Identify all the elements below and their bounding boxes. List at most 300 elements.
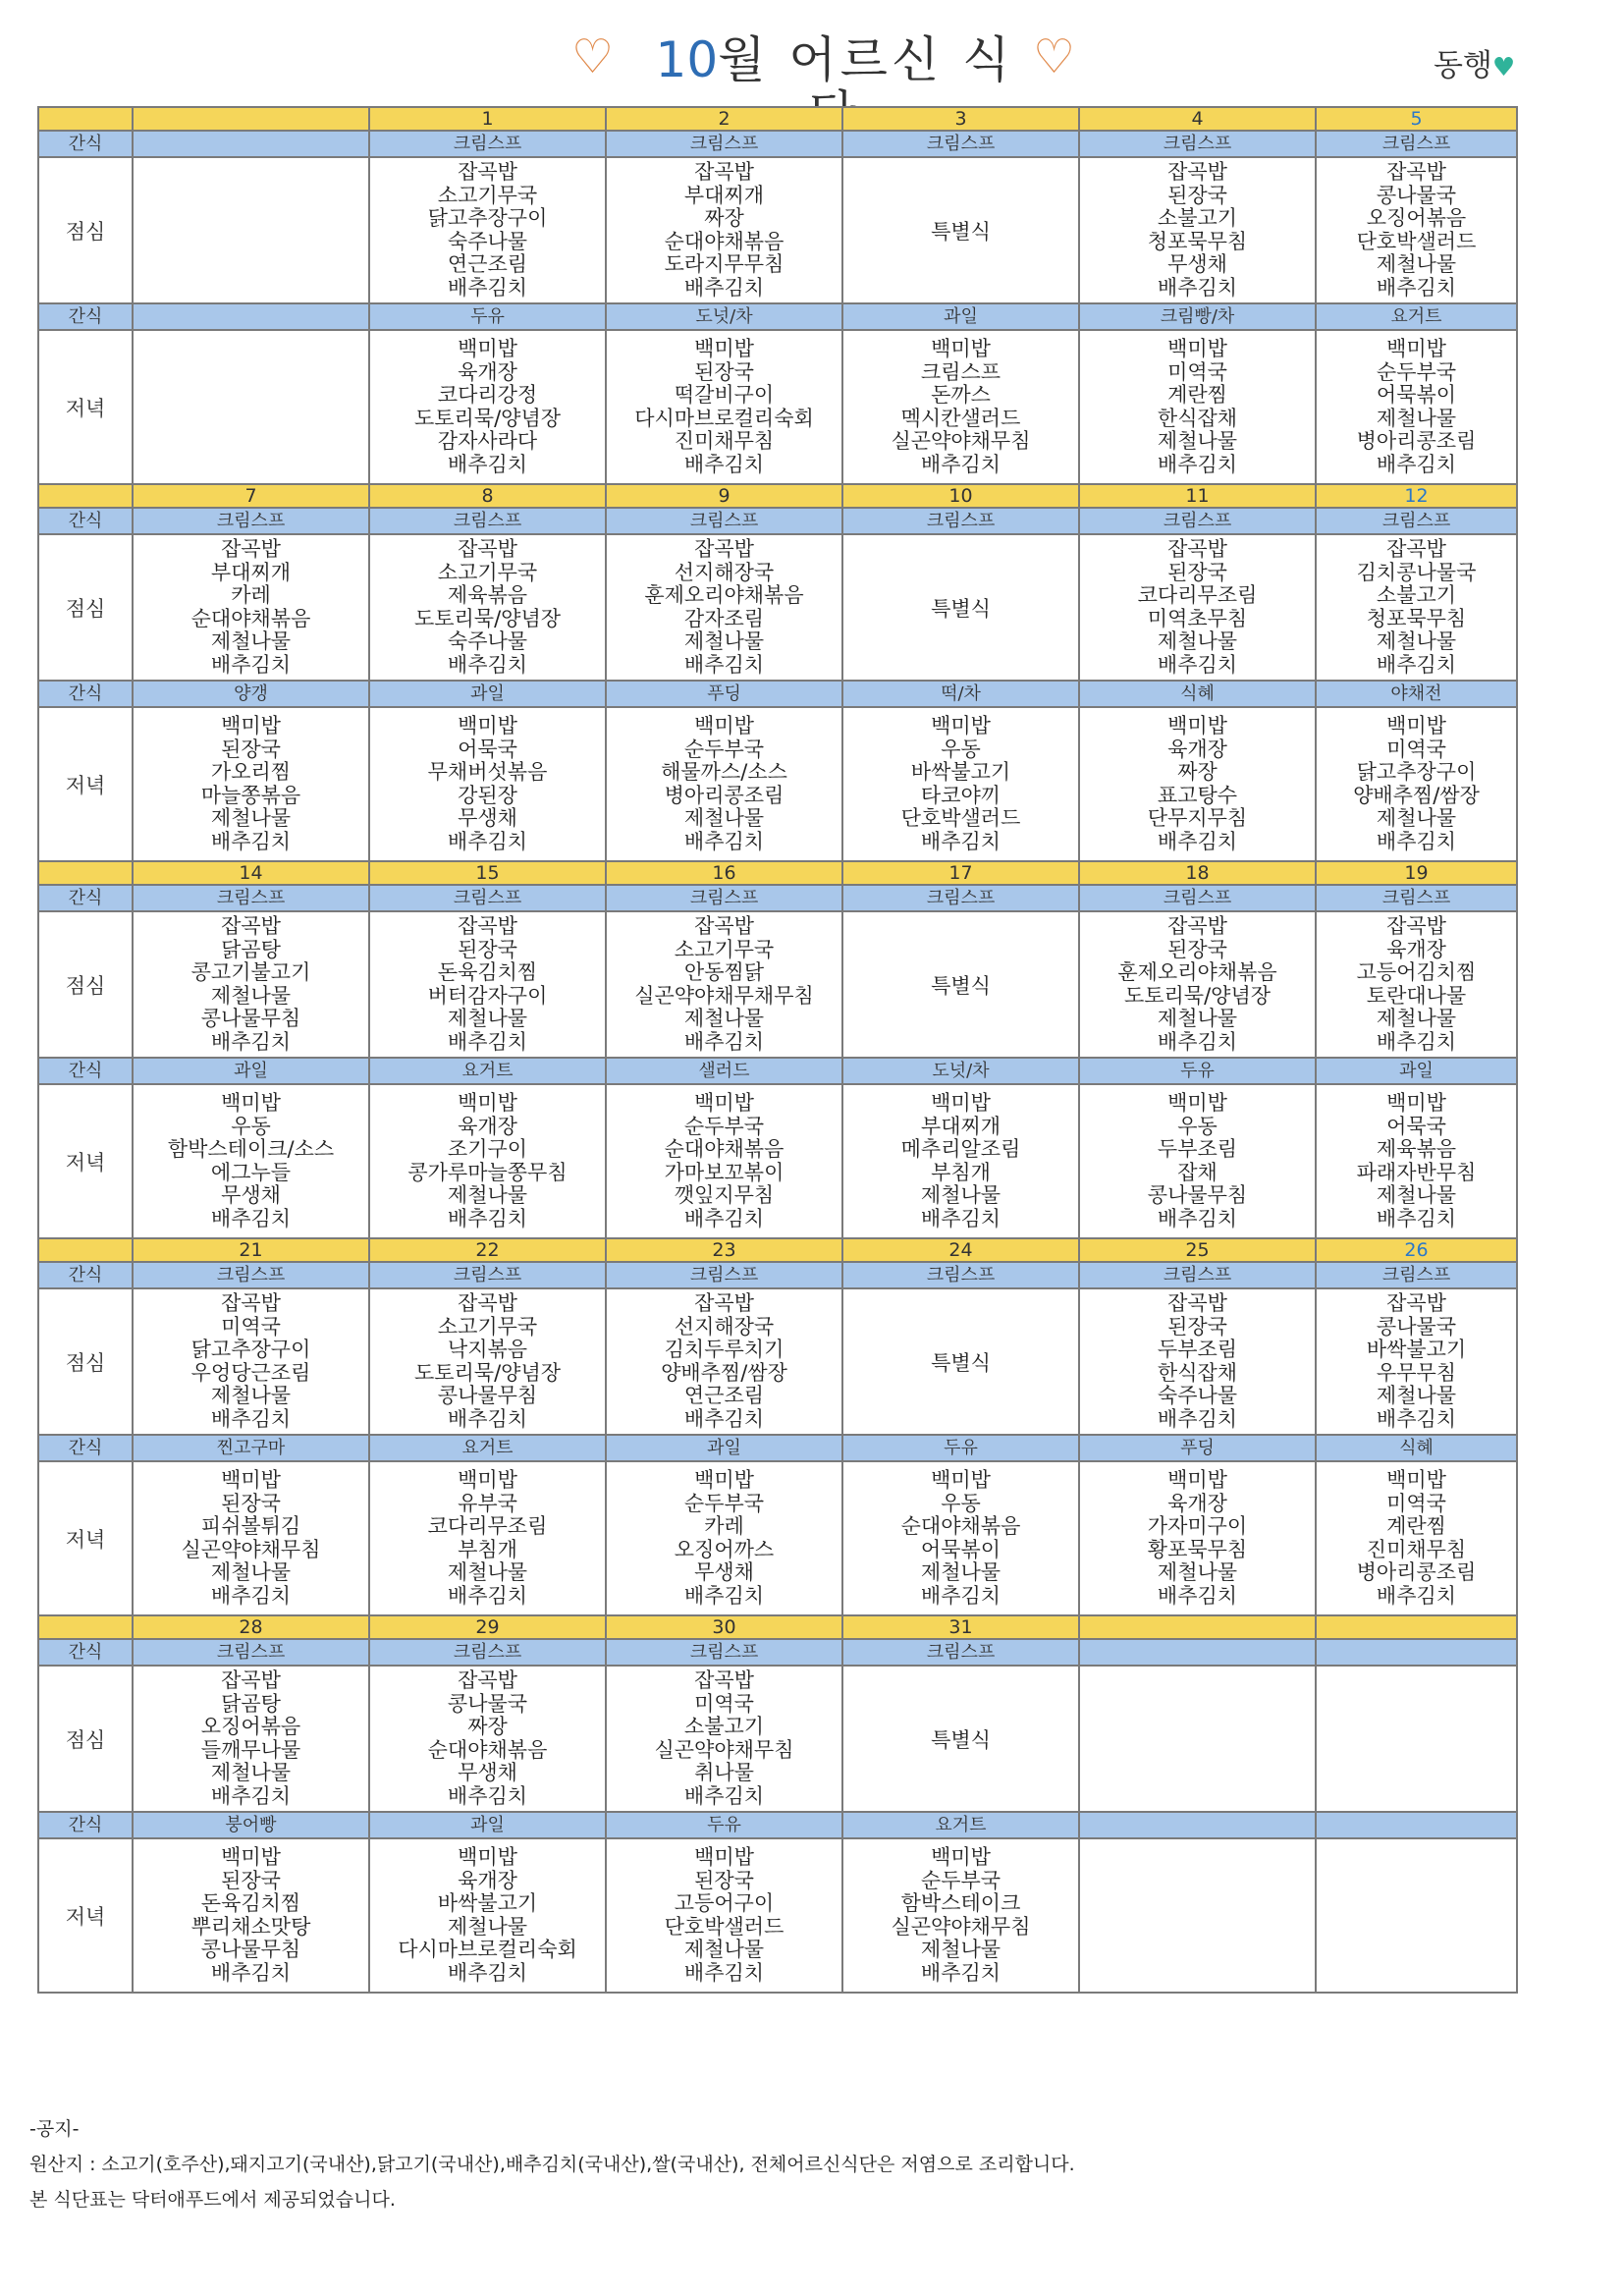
menu-item: 병아리콩조림 xyxy=(664,783,785,807)
date-cell: 15 xyxy=(369,861,606,885)
date-cell: 1 xyxy=(369,107,606,131)
menu-item: 배추김치 xyxy=(683,829,765,853)
menu-item: 제육볶음 xyxy=(1376,1137,1457,1161)
menu-item: 에그누들 xyxy=(210,1160,292,1184)
menu-item: 연근조림 xyxy=(447,252,528,276)
menu-item: 청포묵무침 xyxy=(1147,229,1248,253)
menu-item: 제철나물 xyxy=(447,1007,528,1030)
dinner-cell xyxy=(606,707,842,861)
date-row xyxy=(38,107,1517,131)
menu-item: 감자사라다 xyxy=(437,429,538,453)
notice-origin: 원산지 : 소고기(호주산),돼지고기(국내산),닭고기(국내산),배추김치(국내산),쌀(국내산), 전체어르신식단은 저염으로 조리합니다. xyxy=(29,2154,1075,2175)
menu-item: 선지해장국 xyxy=(674,1314,775,1339)
menu-item: 어묵국 xyxy=(1386,1114,1446,1138)
lunch-row xyxy=(38,911,1517,1058)
am-snack-cell: 크림스프 xyxy=(369,1639,606,1666)
lunch-cell xyxy=(369,157,606,303)
menu-item: 소고기무국 xyxy=(437,183,538,207)
pm-snack-cell xyxy=(1316,1812,1517,1838)
dinner-cell xyxy=(606,1461,842,1615)
menu-item: 콩고기불고기 xyxy=(190,960,311,984)
menu-item: 배추김치 xyxy=(447,1029,528,1054)
menu-item: 단호박샐러드 xyxy=(1356,229,1477,253)
menu-item: 무채버섯볶음 xyxy=(427,760,548,784)
lunch-cell xyxy=(606,1666,842,1812)
lunch-cell xyxy=(369,1288,606,1435)
menu-item: 황포묵무침 xyxy=(1147,1537,1248,1561)
menu-item: 제철나물 xyxy=(1157,429,1238,453)
menu-item: 바싹불고기 xyxy=(1366,1338,1467,1361)
menu-item: 백미밥 xyxy=(221,1845,281,1869)
menu-item: 무생채 xyxy=(458,1761,517,1784)
date-cell: 25 xyxy=(1079,1238,1316,1262)
am-snack-cell: 크림스프 xyxy=(133,508,369,534)
menu-item: 백미밥 xyxy=(221,1091,281,1115)
menu-item: 배추김치 xyxy=(1376,275,1457,300)
menu-item: 미역국 xyxy=(221,1314,281,1339)
menu-item: 제철나물 xyxy=(210,1560,292,1584)
am-snack-row xyxy=(38,508,1517,534)
meal-plan-table xyxy=(37,106,1518,1994)
am-snack-cell xyxy=(1316,1639,1517,1666)
menu-item: 된장국 xyxy=(458,937,517,961)
menu-item: 단호박샐러드 xyxy=(664,1914,785,1939)
title-month-number: 10 xyxy=(655,31,719,88)
dinner-cell xyxy=(369,1084,606,1238)
menu-item: 배추김치 xyxy=(447,275,528,300)
menu-item: 제철나물 xyxy=(683,806,765,830)
menu-item: 도토리묵/양념장 xyxy=(1123,983,1272,1008)
menu-item: 잡곡밥 xyxy=(221,537,281,561)
date-row xyxy=(38,1615,1517,1639)
am-snack-row xyxy=(38,131,1517,157)
dinner-cell xyxy=(1316,330,1517,484)
menu-item: 제철나물 xyxy=(1376,1007,1457,1030)
menu-item: 잡곡밥 xyxy=(458,914,517,938)
menu-item: 두부조림 xyxy=(1157,1338,1238,1361)
menu-item: 배추김치 xyxy=(1376,652,1457,677)
menu-item: 바싹불고기 xyxy=(910,760,1011,784)
menu-item: 육개장 xyxy=(1386,937,1446,961)
pm-snack-cell: 과일 xyxy=(606,1435,842,1461)
menu-item: 닭고추장구이 xyxy=(427,206,548,230)
am-snack-cell: 크림스프 xyxy=(606,885,842,911)
menu-item: 연근조림 xyxy=(683,1384,765,1407)
am-snack-cell: 크림스프 xyxy=(1316,508,1517,534)
menu-item: 백미밥 xyxy=(458,714,517,738)
dinner-cell xyxy=(842,330,1079,484)
row-label: 간식 xyxy=(38,1639,133,1666)
menu-item: 무생채 xyxy=(694,1560,754,1584)
row-label: 저녁 xyxy=(38,707,133,861)
menu-item: 소고기무국 xyxy=(437,1314,538,1339)
menu-item: 소불고기 xyxy=(683,1715,765,1738)
menu-item: 진미채무침 xyxy=(1366,1537,1467,1561)
menu-item: 제철나물 xyxy=(1376,1183,1457,1207)
menu-item: 부대찌개 xyxy=(683,183,765,207)
menu-item: 배추김치 xyxy=(1376,829,1457,853)
lunch-cell xyxy=(606,534,842,681)
menu-item: 순대야채볶음 xyxy=(664,229,785,253)
menu-item: 백미밥 xyxy=(1167,1468,1227,1492)
dinner-cell xyxy=(369,1838,606,1993)
date-row xyxy=(38,1238,1517,1262)
am-snack-cell: 크림스프 xyxy=(1316,1262,1517,1288)
menu-item: 백미밥 xyxy=(1386,714,1446,738)
am-snack-cell: 크림스프 xyxy=(606,131,842,157)
pm-snack-cell: 두유 xyxy=(842,1435,1079,1461)
menu-item: 배추김치 xyxy=(210,829,292,853)
menu-item: 된장국 xyxy=(221,737,281,761)
menu-item: 병아리콩조림 xyxy=(1356,1560,1477,1584)
date-cell: 22 xyxy=(369,1238,606,1262)
menu-item: 미역국 xyxy=(694,1691,754,1716)
menu-item: 실곤약야채무침 xyxy=(654,1737,794,1762)
menu-item: 순두부국 xyxy=(920,1868,1001,1892)
lunch-cell: 특별식 xyxy=(842,534,1079,681)
menu-item: 제철나물 xyxy=(210,806,292,830)
am-snack-cell: 크림스프 xyxy=(1079,131,1316,157)
menu-item: 순대야채볶음 xyxy=(427,1737,548,1762)
menu-item: 부침개 xyxy=(931,1160,991,1184)
menu-item: 백미밥 xyxy=(458,1091,517,1115)
title-text: 월 어르신 식 xyxy=(718,31,1014,88)
dinner-cell xyxy=(606,1838,842,1993)
menu-item: 콩나물국 xyxy=(447,1691,528,1716)
lunch-cell xyxy=(1316,1288,1517,1435)
menu-item: 백미밥 xyxy=(931,1091,991,1115)
menu-item: 백미밥 xyxy=(694,1468,754,1492)
menu-item: 잡곡밥 xyxy=(458,160,517,184)
menu-item: 마늘쫑볶음 xyxy=(200,783,301,807)
lunch-cell xyxy=(133,911,369,1058)
menu-item: 부대찌개 xyxy=(920,1114,1001,1138)
menu-item: 잡곡밥 xyxy=(694,1291,754,1315)
menu-item: 제철나물 xyxy=(210,983,292,1008)
am-snack-row xyxy=(38,885,1517,911)
am-snack-cell: 크림스프 xyxy=(133,1262,369,1288)
pm-snack-cell: 요거트 xyxy=(369,1058,606,1084)
menu-item: 떡갈비구이 xyxy=(674,383,775,407)
heart-outline-icon: ♡ xyxy=(1033,29,1076,84)
menu-item: 닭고추장구이 xyxy=(190,1338,311,1361)
pm-snack-cell: 과일 xyxy=(369,1812,606,1838)
menu-item: 제철나물 xyxy=(1376,806,1457,830)
date-cell xyxy=(1079,1615,1316,1639)
date-row-label xyxy=(38,107,133,131)
menu-item: 배추김치 xyxy=(447,1206,528,1230)
menu-item: 들깨무나물 xyxy=(200,1737,301,1762)
row-label: 점심 xyxy=(38,157,133,303)
menu-item: 콩가루마늘쫑무침 xyxy=(407,1160,568,1184)
menu-item: 잡곡밥 xyxy=(221,914,281,938)
menu-item: 잡곡밥 xyxy=(1167,160,1227,184)
menu-item: 제철나물 xyxy=(920,1560,1001,1584)
menu-item: 백미밥 xyxy=(1386,1468,1446,1492)
am-snack-cell: 크림스프 xyxy=(842,131,1079,157)
menu-item: 제철나물 xyxy=(1157,1007,1238,1030)
menu-item: 백미밥 xyxy=(458,337,517,360)
date-cell: 7 xyxy=(133,484,369,508)
menu-item: 육개장 xyxy=(458,1868,517,1892)
menu-item: 어묵볶이 xyxy=(920,1537,1001,1561)
menu-item: 백미밥 xyxy=(1167,337,1227,360)
menu-item: 해물까스/소스 xyxy=(661,760,787,784)
menu-item: 닭곰탕 xyxy=(221,1691,281,1716)
pm-snack-row xyxy=(38,1435,1517,1461)
am-snack-cell: 크림스프 xyxy=(606,1262,842,1288)
menu-item: 백미밥 xyxy=(931,714,991,738)
menu-item: 배추김치 xyxy=(1376,1029,1457,1054)
heart-filled-icon: ♥ xyxy=(1491,53,1516,82)
date-cell: 23 xyxy=(606,1238,842,1262)
pm-snack-cell: 과일 xyxy=(133,1058,369,1084)
lunch-cell xyxy=(1079,1666,1316,1812)
menu-item: 잡곡밥 xyxy=(458,1668,517,1692)
menu-item: 단호박샐러드 xyxy=(900,806,1021,830)
dinner-cell xyxy=(133,707,369,861)
dinner-cell xyxy=(1316,1084,1517,1238)
row-label: 간식 xyxy=(38,681,133,707)
row-label: 점심 xyxy=(38,1288,133,1435)
menu-item: 도라지무무침 xyxy=(664,252,785,276)
dinner-cell xyxy=(1079,1838,1316,1993)
menu-item: 배추김치 xyxy=(447,452,528,476)
date-cell: 12 xyxy=(1316,484,1517,508)
menu-item: 오징어까스 xyxy=(674,1537,775,1561)
pm-snack-cell xyxy=(1079,1812,1316,1838)
row-label: 저녁 xyxy=(38,1461,133,1615)
menu-item: 실곤약야채무침 xyxy=(181,1537,321,1561)
row-label: 저녁 xyxy=(38,1838,133,1993)
am-snack-cell: 크림스프 xyxy=(369,1262,606,1288)
menu-item: 타코야끼 xyxy=(920,783,1001,807)
menu-item: 콩나물무침 xyxy=(200,1938,301,1961)
am-snack-cell: 크림스프 xyxy=(606,1639,842,1666)
dinner-cell xyxy=(369,1461,606,1615)
menu-item: 실곤약야채무침 xyxy=(891,1914,1031,1939)
menu-item: 미역국 xyxy=(1167,359,1227,384)
date-cell: 26 xyxy=(1316,1238,1517,1262)
menu-item: 배추김치 xyxy=(1376,1406,1457,1431)
date-row xyxy=(38,861,1517,885)
row-label: 간식 xyxy=(38,1262,133,1288)
row-label: 간식 xyxy=(38,1435,133,1461)
menu-item: 훈제오리야채볶음 xyxy=(644,583,804,607)
menu-item: 잡곡밥 xyxy=(694,1668,754,1692)
menu-item: 배추김치 xyxy=(210,1406,292,1431)
date-cell xyxy=(133,107,369,131)
menu-item: 다시마브로컬리숙회 xyxy=(634,406,814,430)
menu-item: 부대찌개 xyxy=(210,560,292,584)
menu-item: 배추김치 xyxy=(920,1206,1001,1230)
date-cell: 9 xyxy=(606,484,842,508)
menu-item: 백미밥 xyxy=(694,1845,754,1869)
menu-item: 백미밥 xyxy=(931,1845,991,1869)
date-cell: 19 xyxy=(1316,861,1517,885)
menu-item: 된장국 xyxy=(694,1868,754,1892)
menu-item: 제철나물 xyxy=(1376,252,1457,276)
menu-item: 돈육김치찜 xyxy=(437,960,538,984)
lunch-cell xyxy=(606,911,842,1058)
menu-item: 가마보꼬볶이 xyxy=(664,1160,785,1184)
menu-item: 진미채무침 xyxy=(674,429,775,453)
menu-item: 배추김치 xyxy=(683,1783,765,1808)
menu-item: 배추김치 xyxy=(210,1960,292,1985)
menu-item: 제철나물 xyxy=(447,1560,528,1584)
menu-item: 미역국 xyxy=(1386,1491,1446,1515)
lunch-cell xyxy=(369,1666,606,1812)
menu-item: 강된장 xyxy=(458,783,517,807)
menu-item: 콩나물국 xyxy=(1376,183,1457,207)
menu-item: 제철나물 xyxy=(1376,1384,1457,1407)
lunch-cell xyxy=(133,1288,369,1435)
menu-item: 백미밥 xyxy=(221,714,281,738)
menu-item: 토란대나물 xyxy=(1366,983,1467,1008)
menu-item: 된장국 xyxy=(1167,183,1227,207)
am-snack-cell: 크림스프 xyxy=(606,508,842,534)
menu-item: 배추김치 xyxy=(1157,275,1238,300)
date-cell: 18 xyxy=(1079,861,1316,885)
menu-item: 순두부국 xyxy=(683,737,765,761)
menu-item: 잡곡밥 xyxy=(694,914,754,938)
dinner-row xyxy=(38,1461,1517,1615)
lunch-cell xyxy=(133,1666,369,1812)
dinner-row xyxy=(38,1084,1517,1238)
am-snack-cell xyxy=(133,131,369,157)
menu-item: 한식잡채 xyxy=(1157,406,1238,430)
menu-item: 제철나물 xyxy=(1157,629,1238,653)
menu-item: 제철나물 xyxy=(447,1183,528,1207)
menu-item: 우동 xyxy=(941,737,981,761)
menu-item: 배추김치 xyxy=(920,829,1001,853)
am-snack-cell: 크림스프 xyxy=(369,885,606,911)
am-snack-cell: 크림스프 xyxy=(1079,1262,1316,1288)
menu-item: 우동 xyxy=(231,1114,271,1138)
menu-item: 된장국 xyxy=(1167,1314,1227,1339)
menu-item: 실곤약야채무침 xyxy=(891,429,1031,453)
menu-item: 돈까스 xyxy=(931,383,991,407)
menu-item: 백미밥 xyxy=(931,1468,991,1492)
menu-item: 백미밥 xyxy=(458,1468,517,1492)
notice-provider: 본 식단표는 닥터애푸드에서 제공되었습니다. xyxy=(29,2189,396,2211)
row-label: 간식 xyxy=(38,885,133,911)
lunch-cell xyxy=(369,911,606,1058)
menu-item: 병아리콩조림 xyxy=(1356,429,1477,453)
menu-item: 배추김치 xyxy=(920,1583,1001,1608)
dinner-cell xyxy=(1079,330,1316,484)
dinner-cell xyxy=(842,1838,1079,1993)
menu-item: 양배추찜/쌈장 xyxy=(1353,783,1480,807)
menu-item: 계란찜 xyxy=(1386,1514,1446,1538)
lunch-cell xyxy=(1079,534,1316,681)
menu-item: 고등어구이 xyxy=(674,1891,775,1915)
menu-item: 제철나물 xyxy=(1376,629,1457,653)
menu-item: 다시마브로컬리숙회 xyxy=(398,1938,577,1961)
menu-item: 카레 xyxy=(231,583,271,607)
dinner-cell xyxy=(133,330,369,484)
menu-item: 배추김치 xyxy=(920,452,1001,476)
pm-snack-row xyxy=(38,1812,1517,1838)
row-label: 간식 xyxy=(38,1058,133,1084)
menu-item: 뿌리채소맛탕 xyxy=(190,1914,311,1939)
menu-item: 훈제오리야채볶음 xyxy=(1117,960,1277,984)
menu-item: 순두부국 xyxy=(683,1491,765,1515)
am-snack-cell: 크림스프 xyxy=(1316,885,1517,911)
menu-item: 미역국 xyxy=(1386,737,1446,761)
row-label: 간식 xyxy=(38,1812,133,1838)
dinner-cell xyxy=(1316,707,1517,861)
dinner-row xyxy=(38,707,1517,861)
pm-snack-cell: 과일 xyxy=(369,681,606,707)
menu-item: 김치콩나물국 xyxy=(1356,560,1477,584)
date-cell: 3 xyxy=(842,107,1079,131)
menu-item: 배추김치 xyxy=(1376,1583,1457,1608)
menu-item: 순두부국 xyxy=(683,1114,765,1138)
lunch-cell: 특별식 xyxy=(842,1666,1079,1812)
row-label: 간식 xyxy=(38,303,133,330)
menu-item: 고등어김치찜 xyxy=(1356,960,1477,984)
menu-item: 배추김치 xyxy=(210,652,292,677)
menu-item: 코다리무조림 xyxy=(1137,583,1258,607)
am-snack-cell: 크림스프 xyxy=(842,885,1079,911)
menu-item: 돈육김치찜 xyxy=(200,1891,301,1915)
am-snack-row xyxy=(38,1262,1517,1288)
menu-item: 감자조림 xyxy=(683,606,765,630)
date-cell: 30 xyxy=(606,1615,842,1639)
pm-snack-cell: 두유 xyxy=(369,303,606,330)
menu-item: 제철나물 xyxy=(1376,406,1457,430)
dinner-cell xyxy=(1079,707,1316,861)
menu-item: 소불고기 xyxy=(1376,583,1457,607)
pm-snack-cell: 찐고구마 xyxy=(133,1435,369,1461)
menu-item: 함박스테이크/소스 xyxy=(167,1137,335,1161)
brand-name: 동행 xyxy=(1434,48,1492,83)
pm-snack-cell: 요거트 xyxy=(842,1812,1079,1838)
menu-item: 배추김치 xyxy=(210,1583,292,1608)
menu-item: 피쉬볼튀김 xyxy=(200,1514,301,1538)
menu-item: 양배추찜/쌈장 xyxy=(661,1360,787,1385)
date-cell: 14 xyxy=(133,861,369,885)
menu-item: 코다리무조림 xyxy=(427,1514,548,1538)
menu-item: 순두부국 xyxy=(1376,359,1457,384)
menu-item: 숙주나물 xyxy=(447,629,528,653)
notice-heading: -공지- xyxy=(29,2118,80,2140)
menu-item: 콩나물무침 xyxy=(1147,1183,1248,1207)
date-cell: 29 xyxy=(369,1615,606,1639)
menu-item: 잡곡밥 xyxy=(1386,914,1446,938)
menu-item: 소고기무국 xyxy=(674,937,775,961)
menu-item: 제철나물 xyxy=(683,1938,765,1961)
am-snack-cell: 크림스프 xyxy=(1079,508,1316,534)
menu-item: 배추김치 xyxy=(210,1783,292,1808)
menu-item: 백미밥 xyxy=(694,1091,754,1115)
pm-snack-cell: 과일 xyxy=(1316,1058,1517,1084)
menu-item: 제철나물 xyxy=(210,629,292,653)
lunch-row xyxy=(38,1666,1517,1812)
lunch-row xyxy=(38,534,1517,681)
menu-item: 배추김치 xyxy=(1157,1406,1238,1431)
menu-item: 잡곡밥 xyxy=(458,537,517,561)
dinner-cell xyxy=(842,1461,1079,1615)
am-snack-cell: 크림스프 xyxy=(133,885,369,911)
menu-item: 잡채 xyxy=(1177,1160,1218,1184)
am-snack-cell: 크림스프 xyxy=(842,508,1079,534)
dinner-cell xyxy=(606,1084,842,1238)
menu-item: 숙주나물 xyxy=(447,229,528,253)
menu-item: 제철나물 xyxy=(210,1761,292,1784)
menu-item: 배추김치 xyxy=(1157,1206,1238,1230)
